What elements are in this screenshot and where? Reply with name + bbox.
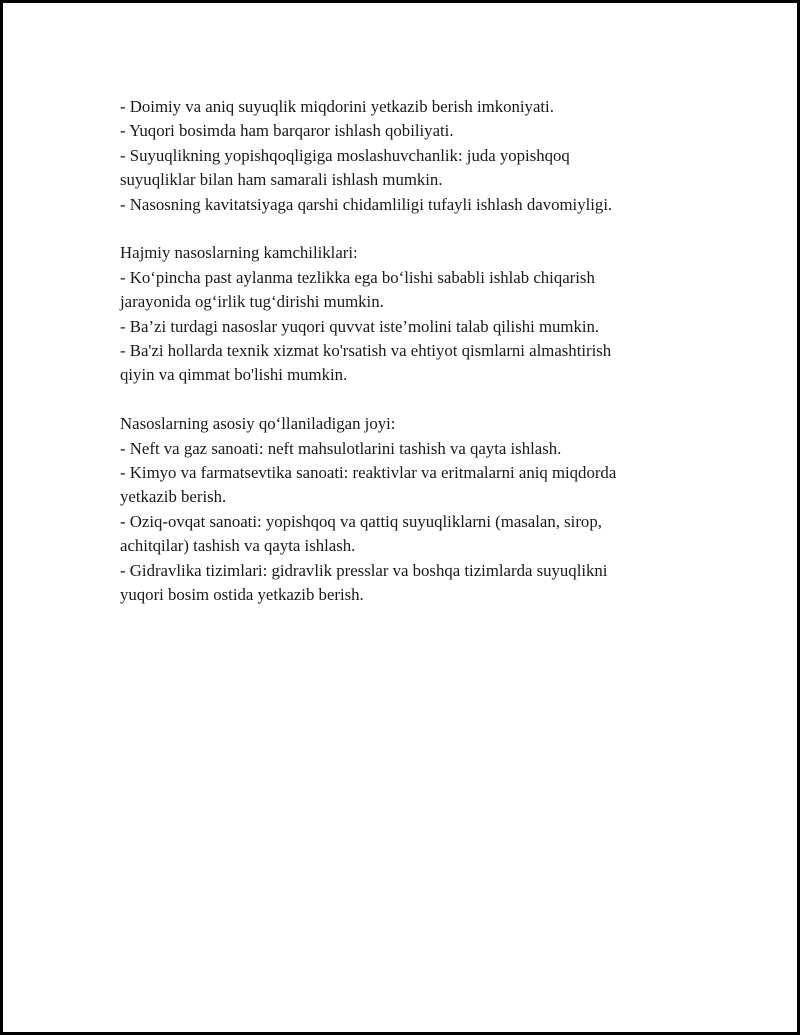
list-item-continuation: jarayonida ogʻirlik tugʻdirishi mumkin. bbox=[120, 292, 384, 312]
list-item: - Kimyo va farmatsevtika sanoati: reaktivlar va eritmalarni aniq miqdorda bbox=[120, 463, 617, 483]
list-item: - Nasosning kavitatsiyaga qarshi chidamliligi tufayli ishlash davomiyligi. bbox=[120, 194, 613, 214]
list-item: - Suyuqlikning yopishqoqligiga moslashuvchanlik: juda yopishqoq bbox=[120, 145, 570, 165]
disadvantages-section bbox=[120, 241, 680, 387]
advantages-list bbox=[120, 95, 680, 217]
list-item: - Gidravlika tizimlari: gidravlik presslar va boshqa tizimlarda suyuqlikni bbox=[120, 560, 608, 580]
list-item: - Doimiy va aniq suyuqlik miqdorini yetkazib berish imkoniyati. bbox=[120, 97, 554, 116]
list-item-continuation: yetkazib berish. bbox=[120, 487, 227, 507]
list-item-continuation: achitqilar) tashish va qayta ishlash. bbox=[120, 536, 356, 556]
list-item-continuation: qiyin va qimmat bo'lishi mumkin. bbox=[120, 365, 348, 385]
list-item: - Ba’zi turdagi nasoslar yuqori quvvat iste’molini talab qilishi mumkin. bbox=[120, 316, 600, 336]
list-item-continuation: yuqori bosim ostida yetkazib berish. bbox=[120, 585, 364, 605]
list-item-continuation: suyuqliklar bilan ham samarali ishlash mumkin. bbox=[120, 170, 443, 190]
applications-section bbox=[120, 412, 680, 607]
list-item: - Ba'zi hollarda texnik xizmat ko'rsatish va ehtiyot qismlarni almashtirish bbox=[120, 341, 612, 361]
list-item: - Koʻpincha past aylanma tezlikka ega boʻlishi sababli ishlab chiqarish bbox=[120, 267, 595, 287]
list-item: - Neft va gaz sanoati: neft mahsulotlarini tashish va qayta ishlash. bbox=[120, 438, 562, 458]
list-item: - Oziq-ovqat sanoati: yopishqoq va qattiq suyuqliklarni (masalan, sirop, bbox=[120, 511, 602, 531]
section-heading: Hajmiy nasoslarning kamchiliklari: bbox=[120, 243, 358, 263]
document-body bbox=[120, 95, 680, 632]
section-heading: Nasoslarning asosiy qoʻllaniladigan joyi: bbox=[120, 414, 396, 434]
list-item: - Yuqori bosimda ham barqaror ishlash qobiliyati. bbox=[120, 121, 454, 141]
